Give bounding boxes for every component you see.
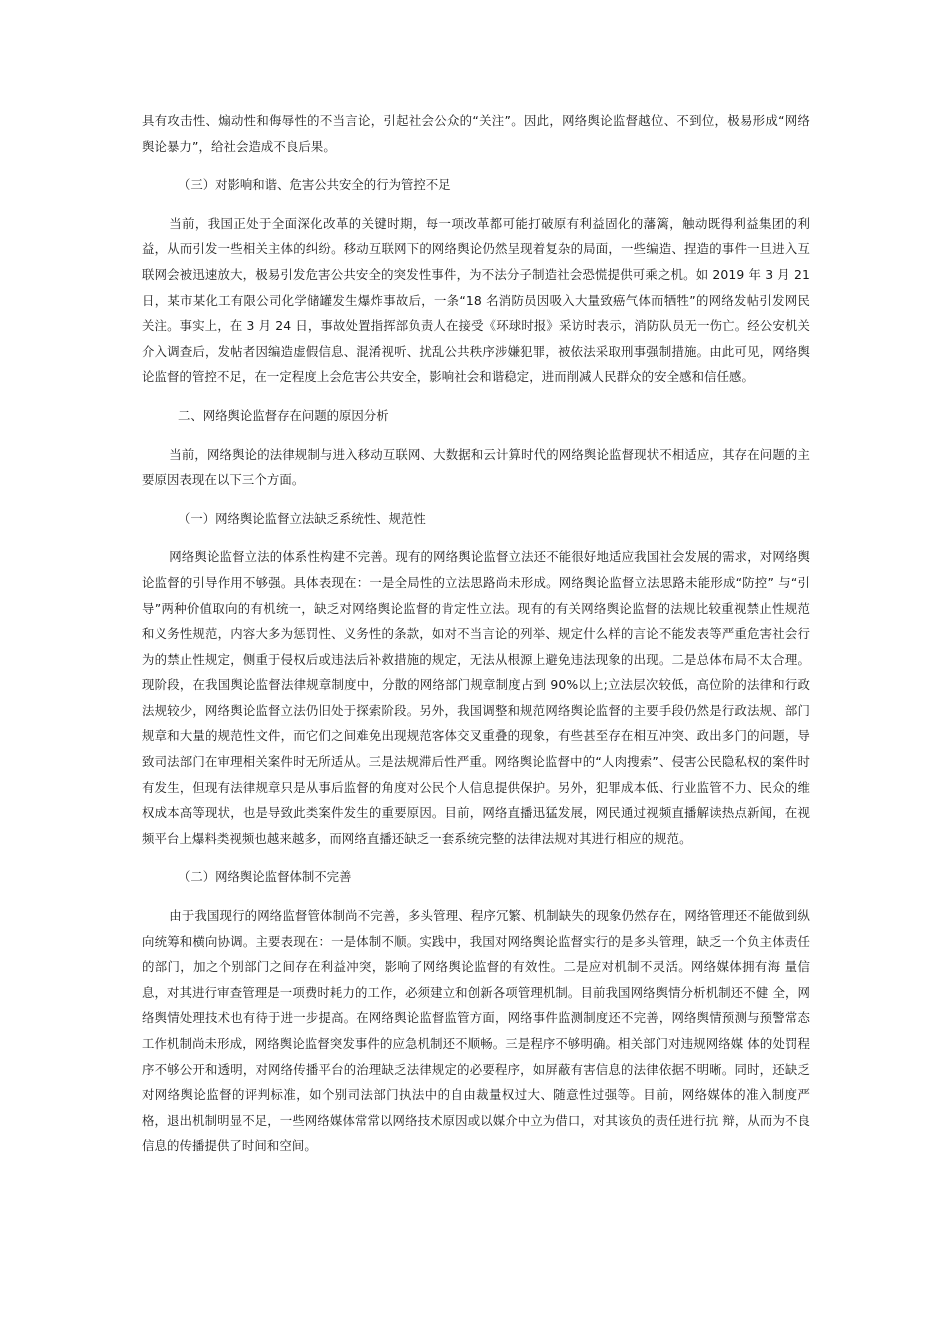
paragraph-system: 由于我国现行的网络监督管体制尚不完善，多头管理、程序冗繁、机制缺失的现象仍然存在，网络管理还不能做到纵向统筹和横向协调。主要表现在：一是体制不顺。实践中，我国对网络舆论监督实行的是多头管理，缺乏一个负主体责任的部门，加之个别部门之间存在利益冲突，影响了网络舆论监督的有效性。二是应对机制不灵活。网络媒体拥有海 量信息，对其进行审查管理是一项费时耗力的工作，必须建立和创新各项管理机制。目前我国网络舆情分析机制还不健 全，网络舆情处理技术也有待于进一步提高。在网络舆论监督监管方面，网络事件监测制度还不完善，网络舆情预测与预警常态工作机制尚未形成，网络舆论监督突发事件的应急机制还不顺畅。三是程序不够明确。相关部门对违规网络媒 体的处罚程序不够公开和透明，对网络传播平台的治理缺乏法律规定的必要程序，如屏蔽有害信息的法律依据不明晰。同时，还缺乏对网络舆论监督的评判标准，如个别司法部门执法中的自由裁量权过大、随意性过强等。目前，网络媒体的准入制度严格，退出机制明显不足，一些网络媒体常常以网络技术原因或以媒介中立为借口，对其该负的责任进行抗 辩，从而为不良信息的传播提供了时间和空间。 (142, 908, 810, 1154)
section-heading-1: （一）网络舆论监督立法缺乏系统性、规范性 (177, 510, 426, 526)
document-page (142, 108, 810, 1172)
chapter-heading-2: 二、网络舆论监督存在问题的原因分析 (177, 407, 389, 423)
paragraph-legislation: 网络舆论监督立法的体系性构建不完善。现有的网络舆论监督立法还不能很好地适应我国社会发展的需求，对网络舆论监督的引导作用不够强。具体表现在：一是全局性的立法思路尚未形成。网络舆论监督立法思路未能形成“防控” 与“引导”两种价值取向的有机统一，缺乏对网络舆论监督的肯定性立法。现有的有关网络舆论监督的法规比较重视禁止性规范和义务性规范，内容大多为惩罚性、义务性的条款，如对不当言论的列举、规定什么样的言论不能发表等严重危害社会行为的禁止性规定，侧重于侵权后或违法后补救措施的规定，无法从根源上避免违法现象的出现。二是总体布局不太合理。现阶段，在我国舆论监督法律规章制度中，分散的网络部门规章制度占到 90%以上;立法层次较低，高位阶的法律和行政法规较少，网络舆论监督立法仍旧处于探索阶段。另外，我国调整和规范网络舆论监督的主要手段仍然是行政法规、部门规章和大量的规范性文件，而它们之间难免出现规范客体交叉重叠的现象，有些甚至存在相互冲突、政出多门的问题，导致司法部门在审理相关案件时无所适从。三是法规滞后性严重。网络舆论监督中的“人肉搜索”、侵害公民隐私权的案件时有发生，但现有法律规章只是从事后监督的角度对公民个人信息提供保护。另外，犯罪成本低、行业监管不力、民众的维权成本高等现状，也是导致此类案件发生的重要原因。目前，网络直播迅猛发展，网民通过视频直播解读热点新闻，在视频平台上爆料类视频也越来越多，而网络直播还缺乏一套系统完整的法律法规对其进行相应的规范。 (142, 549, 810, 846)
paragraph-public-safety: 当前，我国正处于全面深化改革的关键时期，每一项改革都可能打破原有利益固化的藩篱，触动既得利益集团的利益，从而引发一些相关主体的纠纷。移动互联网下的网络舆论仍然呈现着复杂的局面，一些编造、捏造的事件一旦进入互联网会被迅速放大，极易引发危害公共安全的突发性事件，为不法分子制造社会恐慌提供可乘之机。如 2019 年 3 月 21 日，某市某化工有限公司化学储罐发生爆炸事故后，一条“18 名消防员因吸入大量致癌气体而牺牲”的网络发帖引发网民关注。事实上，在 3 月 24 日，事故处置指挥部负责人在接受《环球时报》采访时表示，消防队员无一伤亡。经公安机关介入调查后，发帖者因编造虚假信息、混淆视听、扰乱公共秩序涉嫌犯罪，被依法采取刑事强制措施。由此可见，网络舆论监督的管控不足，在一定程度上会危害公共安全，影响社会和谐稳定，进而削减人民群众的安全感和信任感。 (142, 215, 810, 385)
paragraph-continuation: 具有攻击性、煽动性和侮辱性的不当言论，引起社会公众的“关注”。因此，网络舆论监督越位、不到位，极易形成“网络舆论暴力”，给社会造成不良后果。 (142, 113, 810, 154)
paragraph-causes-intro: 当前，网络舆论的法律规制与进入移动互联网、大数据和云计算时代的网络舆论监督现状不相适应，其存在问题的主要原因表现在以下三个方面。 (142, 446, 810, 488)
section-heading-3: （三）对影响和谐、危害公共安全的行为管控不足 (177, 177, 451, 193)
section-heading-2: （二）网络舆论监督体制不完善 (177, 869, 352, 885)
